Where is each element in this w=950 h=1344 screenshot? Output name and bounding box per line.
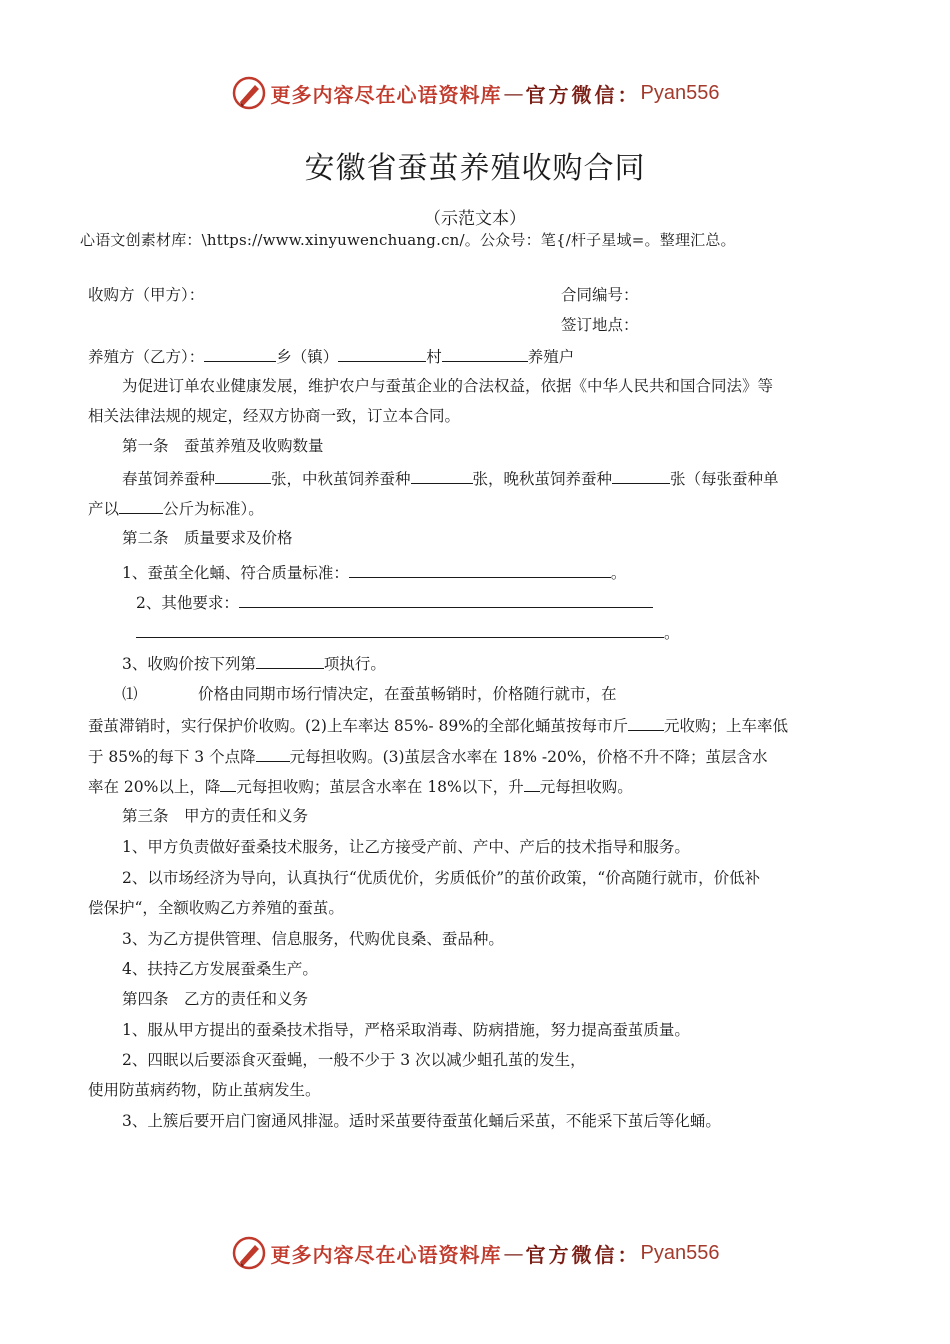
other-requirements-blank[interactable] xyxy=(239,591,653,608)
buyer-label: 收购方（甲方）： xyxy=(88,286,205,304)
article-3-item-4: 4、扶持乙方发展蚕桑生产。 xyxy=(122,960,318,978)
article-2-item-1 xyxy=(122,561,626,583)
sign-place-label: 签订地点： xyxy=(561,316,639,334)
text-segment: ⑴ xyxy=(122,685,138,703)
banner-wechat-id: Pyan556 xyxy=(640,1241,720,1264)
text-segment: 2、其他要求： xyxy=(136,594,239,612)
text-segment: 元每担收购。 xyxy=(539,778,633,796)
banner-separator: — xyxy=(503,1241,524,1265)
farmer-line xyxy=(88,345,574,367)
preamble-line-1: 为促进订单农业健康发展，维护农户与蚕茧企业的合法权益，依据《中华人民共和国合同法》等 xyxy=(122,377,774,395)
price-para-line-1 xyxy=(122,684,617,704)
text-segment: 。 xyxy=(610,564,627,582)
article-3-item-3: 3、为乙方提供管理、信息服务，代购优良桑、蚕品种。 xyxy=(122,930,504,948)
preamble-line-2: 相关法律法规的规定，经双方协商一致，订立本合同。 xyxy=(88,407,461,425)
price-drop-blank[interactable] xyxy=(256,745,290,762)
article-2-item-2 xyxy=(136,591,653,613)
text-segment: 。 xyxy=(664,624,680,642)
article-3-heading: 第三条 甲方的责任和义务 xyxy=(122,807,309,825)
text-segment: 项执行。 xyxy=(323,655,386,673)
top-banner xyxy=(0,75,950,111)
article-1-line-1 xyxy=(122,467,779,489)
price-para-line-3 xyxy=(88,745,768,767)
banner-main-text: 更多内容尽在心语资料库 xyxy=(270,82,502,107)
lateautumn-seed-blank[interactable] xyxy=(612,467,670,484)
bottom-banner xyxy=(0,1235,950,1271)
article-4-item-2: 2、四眠以后要添食灭蚕蝇，一般不少于 3 次以减少蛆孔茧的发生， xyxy=(122,1051,586,1069)
text-segment: 于 85%的每下 3 个点降 xyxy=(88,748,256,766)
pen-logo-icon xyxy=(231,1235,267,1271)
banner-main-text: 更多内容尽在心语资料库 xyxy=(270,1242,502,1267)
article-4-item-1: 1、服从甲方提出的蚕桑技术指导，严格采取消毒、防病措施，努力提高蚕茧质量。 xyxy=(122,1021,690,1039)
text-segment: 率在 20%以上，降 xyxy=(88,778,221,796)
text-segment: 元收购；上车率低 xyxy=(663,717,788,735)
article-1-line-2 xyxy=(88,497,264,519)
price-para-line-2 xyxy=(88,714,788,736)
other-requirements-blank-2[interactable] xyxy=(136,621,664,638)
pen-logo-icon xyxy=(231,75,267,111)
source-note: 心语文创素材库：\https://www.xinyuwenchuang.cn/。公众号：笔{/杆子星域=。整理汇总。 xyxy=(80,231,736,249)
document-title: 安徽省蚕茧养殖收购合同 xyxy=(304,151,646,186)
banner-official-label: 官方微信： xyxy=(525,1242,641,1267)
farmer-label: 养殖方（乙方）： xyxy=(88,348,205,366)
article-3-item-1: 1、甲方负责做好蚕桑技术服务，让乙方接受产前、产中、产后的技术指导和服务。 xyxy=(122,838,690,856)
article-2-item-2-cont xyxy=(136,621,680,643)
price-per-jin-blank[interactable] xyxy=(628,714,664,731)
price-para-line-4 xyxy=(88,775,633,797)
text-segment: 春茧饲养蚕种 xyxy=(122,470,216,488)
contract-number-label: 合同编号： xyxy=(561,286,639,304)
text-segment: 元每担收购。(3)茧层含水率在 18% -20%，价格不升不降；茧层含水 xyxy=(289,748,768,766)
text-segment: 张，晚秋茧饲养蚕种 xyxy=(472,470,613,488)
article-2-heading: 第二条 质量要求及价格 xyxy=(122,529,293,547)
text-segment: 产以 xyxy=(88,500,120,518)
text-segment: 3、收购价按下列第 xyxy=(122,655,256,673)
text-segment: 公斤为标准）。 xyxy=(163,500,264,518)
article-3-item-2-cont: 偿保护“，全额收购乙方养殖的蚕茧。 xyxy=(88,899,344,917)
text-segment: 1、蚕茧全化蛹、符合质量标准： xyxy=(122,564,349,582)
township-blank[interactable] xyxy=(204,345,276,362)
text-segment: 张，中秋茧饲养蚕种 xyxy=(271,470,411,488)
quality-standard-blank[interactable] xyxy=(349,561,611,578)
text-segment: 价格由同期市场行情决定，在蚕茧畅销时，价格随行就市，在 xyxy=(198,685,617,703)
midautumn-seed-blank[interactable] xyxy=(411,467,473,484)
household-label: 养殖户 xyxy=(527,348,575,366)
article-1-heading: 第一条 蚕茧养殖及收购数量 xyxy=(122,437,324,455)
price-option-blank[interactable] xyxy=(256,652,324,669)
household-blank[interactable] xyxy=(442,345,528,362)
text-segment: 张（每张蚕种单 xyxy=(670,470,779,488)
banner-separator: — xyxy=(503,81,524,105)
article-3-item-2: 2、以市场经济为导向，认真执行“优质优价，劣质低价”的茧价政策，“价高随行就市，价低补 xyxy=(122,869,761,887)
township-label: 乡（镇） xyxy=(276,348,339,366)
article-4-item-3: 3、上簇后要开启门窗通风排湿。适时采茧要待蚕茧化蛹后采茧，不能采下茧后等化蛹。 xyxy=(122,1112,721,1130)
text-segment: 元每担收购；茧层含水率在 18%以下，升 xyxy=(236,778,524,796)
banner-official-label: 官方微信： xyxy=(525,82,641,107)
yield-standard-blank[interactable] xyxy=(119,497,163,514)
article-4-heading: 第四条 乙方的责任和义务 xyxy=(122,990,309,1008)
document-subtitle: （示范文本） xyxy=(424,209,526,229)
article-2-item-3 xyxy=(122,652,386,674)
banner-wechat-id: Pyan556 xyxy=(640,81,720,104)
article-4-item-2-cont: 使用防茧病药物，防止茧病发生。 xyxy=(88,1081,321,1099)
village-name-blank[interactable] xyxy=(338,345,426,362)
spring-seed-blank[interactable] xyxy=(215,467,271,484)
text-segment: 蚕茧滞销时，实行保护价收购。(2)上车率达 85%- 89%的全部化蛹茧按每市斤 xyxy=(88,717,628,735)
moisture-down-blank[interactable] xyxy=(220,775,236,792)
moisture-up-blank[interactable] xyxy=(524,775,540,792)
village-label: 村 xyxy=(426,348,442,366)
